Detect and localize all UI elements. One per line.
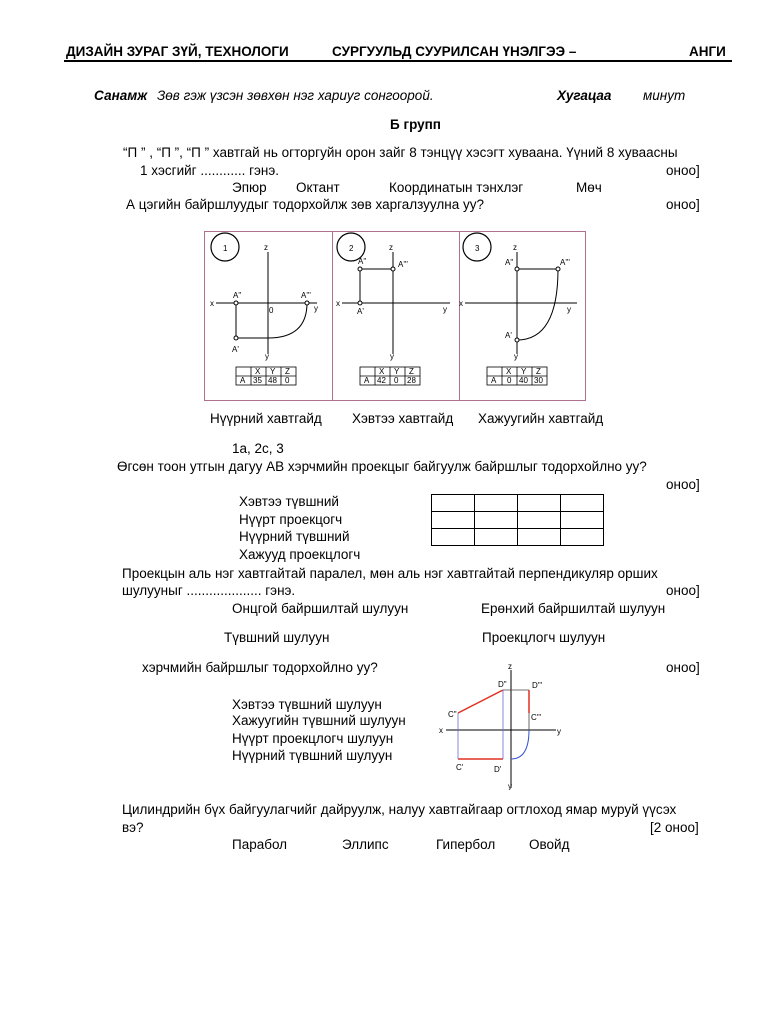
svg-text:A: A: [240, 376, 246, 385]
q1-line2: 1 хэсгийг ............ гэнэ.: [140, 163, 279, 178]
q4-line2: шулууныг .................... гэнэ.: [122, 583, 296, 598]
svg-text:y: y: [567, 305, 571, 314]
q2-score: оноо]: [666, 197, 700, 212]
q1-option[interactable]: Мөч: [576, 180, 602, 195]
header-rule: [64, 60, 732, 62]
svg-text:A": A": [505, 258, 514, 267]
epure-diagram-1: [210, 233, 318, 361]
svg-text:A": A": [233, 291, 242, 300]
q6-line2: вэ?: [122, 820, 144, 835]
svg-text:A: A: [491, 376, 497, 385]
q2-text: А цэгийн байршлуудыг тодорхойлж зөв харгалзуулна уу?: [126, 197, 484, 212]
svg-text:42: 42: [377, 376, 386, 385]
svg-text:Z: Z: [536, 367, 541, 376]
q3-score: оноо]: [666, 477, 700, 492]
svg-text:0: 0: [269, 306, 274, 315]
q6-option[interactable]: Эллипс: [342, 837, 389, 852]
q5-option[interactable]: Нүүрт проекцлогч шулуун: [232, 731, 394, 746]
q1-line1: “П ” , “П ”, “П ” хавтгай нь огторгуйн орон зайг 8 тэнцүү хэсэгт хуваана. Үүний 8 хуваасны: [123, 145, 678, 160]
time-label: Хугацаа: [557, 88, 612, 103]
q6-option[interactable]: Овойд: [529, 837, 570, 852]
q5-option[interactable]: Нүүрний түвшний шулуун: [232, 748, 393, 763]
epure-diagram-2: [336, 233, 450, 361]
svg-text:z: z: [389, 243, 393, 252]
coord-table-3: [487, 367, 547, 385]
svg-text:D": D": [498, 680, 507, 689]
figure-number-1: 1: [223, 244, 228, 253]
q6-line1: Цилиндрийн бүх байгуулагчийг дайруулж, налуу хавтгайгаар огтлоход ямар муруй үүсэх: [122, 802, 677, 817]
q1-option[interactable]: Эпюр: [232, 180, 267, 195]
q6-option[interactable]: Парабол: [232, 837, 288, 852]
svg-text:x: x: [439, 726, 443, 735]
epure-diagram-3: [459, 233, 577, 361]
svg-text:A''': A''': [398, 260, 408, 269]
answer-grid: [431, 494, 604, 546]
svg-text:A''': A''': [560, 258, 570, 267]
svg-text:35: 35: [253, 376, 262, 385]
svg-text:x: x: [336, 299, 340, 308]
q5-text: хэрчмийн байршлыг тодорхойлно уу?: [142, 660, 378, 675]
q3-option[interactable]: Хэвтээ түвшний: [239, 494, 339, 509]
q2-plane-option[interactable]: Хэвтээ хавтгайд: [352, 411, 454, 426]
svg-text:A''': A''': [301, 291, 311, 300]
svg-text:0: 0: [394, 376, 399, 385]
svg-text:y: y: [514, 352, 518, 361]
figure-number-3: 3: [475, 244, 480, 253]
svg-text:Y: Y: [270, 367, 276, 376]
segment-epure-diagram: [436, 662, 572, 790]
svg-text:A': A': [357, 307, 364, 316]
svg-text:z: z: [264, 243, 268, 252]
svg-text:y: y: [508, 782, 512, 790]
note-text: Зөв гэж үзсэн зөвхөн нэг хариуг сонгоорой.: [157, 88, 434, 103]
svg-text:x: x: [459, 299, 463, 308]
q2-answer: 1а, 2с, 3: [232, 441, 284, 456]
q4-option[interactable]: Ерөнхий байршилтай шулуун: [481, 601, 666, 616]
svg-text:A: A: [364, 376, 370, 385]
epure-diagrams: [205, 232, 585, 400]
q4-option[interactable]: Онцгой байршилтай шулуун: [232, 601, 409, 616]
svg-text:X: X: [255, 367, 261, 376]
svg-text:y: y: [314, 304, 318, 313]
note-label: Санамж: [94, 88, 148, 103]
q4-option[interactable]: Проекцлогч шулуун: [482, 630, 606, 645]
svg-text:D': D': [494, 765, 502, 774]
svg-text:y: y: [443, 305, 447, 314]
svg-text:C": C": [448, 710, 457, 719]
svg-text:x: x: [210, 299, 214, 308]
q5-option[interactable]: Хэвтээ түвшний шулуун: [232, 697, 382, 712]
svg-text:A": A": [358, 257, 367, 266]
q1-score: оноо]: [666, 163, 700, 178]
coord-table-1: [236, 367, 296, 385]
svg-text:y: y: [557, 727, 561, 736]
q2-plane-option[interactable]: Нүүрний хавтгайд: [210, 411, 322, 426]
svg-text:z: z: [513, 243, 517, 252]
q1-option[interactable]: Координатын тэнхлэг: [389, 180, 524, 195]
svg-text:Y: Y: [521, 367, 527, 376]
svg-text:Y: Y: [394, 367, 400, 376]
svg-text:A': A': [505, 331, 512, 340]
q6-score: [2 оноо]: [650, 820, 699, 835]
svg-text:0: 0: [507, 376, 512, 385]
svg-text:y: y: [265, 352, 269, 361]
svg-text:40: 40: [519, 376, 528, 385]
coord-table-2: [360, 367, 420, 385]
q3-option[interactable]: Нүүрний түвшний: [239, 529, 350, 544]
q4-score: оноо]: [666, 583, 700, 598]
q6-option[interactable]: Гипербол: [436, 837, 496, 852]
svg-text:Z: Z: [409, 367, 414, 376]
svg-text:C''': C''': [531, 713, 542, 722]
q3-option[interactable]: Хажууд проекцлогч: [239, 547, 361, 562]
header-subject: ДИЗАЙН ЗУРАГ ЗҮЙ, ТЕХНОЛОГИ: [66, 44, 289, 59]
time-unit: минут: [643, 88, 686, 103]
svg-text:C': C': [456, 763, 464, 772]
svg-text:0: 0: [285, 376, 290, 385]
figure-number-2: 2: [349, 244, 354, 253]
svg-text:30: 30: [534, 376, 543, 385]
svg-text:X: X: [506, 367, 512, 376]
q2-plane-option[interactable]: Хажуугийн хавтгайд: [478, 411, 604, 426]
q5-option[interactable]: Хажуугийн түвшний шулуун: [232, 713, 406, 728]
svg-text:28: 28: [407, 376, 416, 385]
q5-score: оноо]: [666, 660, 700, 675]
q3-text: Өгсөн тоон утгын дагуу АВ хэрчмийн проекцыг байгуулж байршлыг тодорхойлно уу?: [117, 459, 647, 474]
group-title: Б групп: [390, 117, 441, 132]
svg-text:48: 48: [268, 376, 277, 385]
q1-option[interactable]: Октант: [296, 180, 340, 195]
q4-option[interactable]: Түвшний шулуун: [224, 630, 330, 645]
svg-text:A': A': [232, 345, 239, 354]
svg-text:D''': D''': [532, 681, 543, 690]
svg-text:z: z: [508, 662, 512, 671]
q4-line1: Проекцын аль нэг хавтгайтай паралел, мөн аль нэг хавтгайтай перпендикуляр орших: [122, 566, 658, 581]
q3-option[interactable]: Нүүрт проекцогч: [239, 512, 343, 527]
svg-text:X: X: [379, 367, 385, 376]
svg-text:Z: Z: [285, 367, 290, 376]
header-assessment: СУРГУУЛЬД СУУРИЛСАН ҮНЭЛГЭЭ –: [332, 44, 577, 59]
header-class: АНГИ: [689, 44, 726, 59]
epure-figure-panel: [204, 231, 586, 401]
svg-text:y: y: [390, 352, 394, 361]
